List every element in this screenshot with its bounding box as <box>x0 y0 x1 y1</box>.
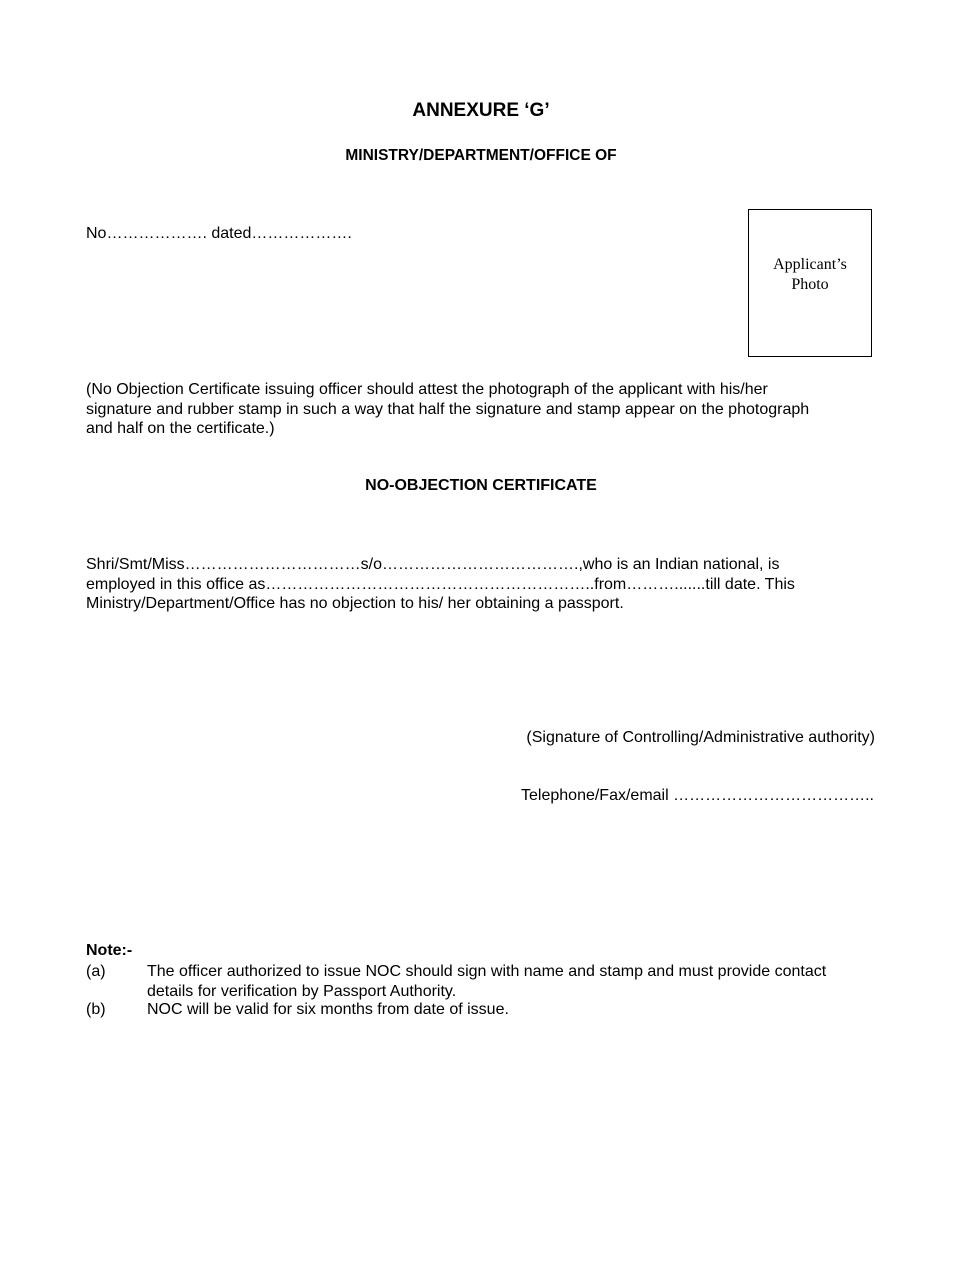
instruction-line: signature and rubber stamp in such a way that half the signature and stamp appear on the photograph <box>86 400 810 418</box>
note-text-line: The officer authorized to issue NOC should sign with name and stamp and must provide contact <box>147 963 827 980</box>
notes-title: Note:- <box>86 942 133 959</box>
note-text-line: details for verification by Passport Authority. <box>147 982 457 1000</box>
reference-number-date-line: No………………. dated………………. <box>86 225 352 242</box>
instruction-line: and half on the certificate.) <box>86 420 275 437</box>
certificate-body <box>86 555 886 614</box>
note-marker: (b) <box>86 1001 106 1018</box>
attestation-instruction <box>86 380 886 439</box>
photo-box-label-line2: Photo <box>791 276 829 293</box>
office-heading: MINISTRY/DEPARTMENT/OFFICE OF <box>345 147 617 164</box>
certificate-heading: NO-OBJECTION CERTIFICATE <box>365 477 597 494</box>
note-text <box>147 962 887 1001</box>
instruction-line: (No Objection Certificate issuing officer should attest the photograph of the applicant with his/her <box>86 381 768 398</box>
contact-line: Telephone/Fax/email ……………………………….. <box>521 787 874 804</box>
note-marker: (a) <box>86 963 106 980</box>
note-item <box>86 962 886 1002</box>
document-title: ANNEXURE ‘G’ <box>412 100 550 121</box>
certificate-body-line: Ministry/Department/Office has no objection to his/ her obtaining a passport. <box>86 595 624 612</box>
note-item <box>86 1000 886 1020</box>
signature-label: (Signature of Controlling/Administrative authority) <box>526 729 875 746</box>
photo-box-label-line1: Applicant’s <box>773 256 847 273</box>
note-text-line: NOC will be valid for six months from date of issue. <box>147 1001 509 1018</box>
certificate-body-line: employed in this office as……………………………………………………..from……….......till date. This <box>86 575 795 593</box>
note-text <box>147 1000 887 1020</box>
certificate-body-line: Shri/Smt/Miss……………………………s/o……………………………….,who is an Indian national, is <box>86 556 780 573</box>
applicant-photo-box <box>748 209 872 357</box>
